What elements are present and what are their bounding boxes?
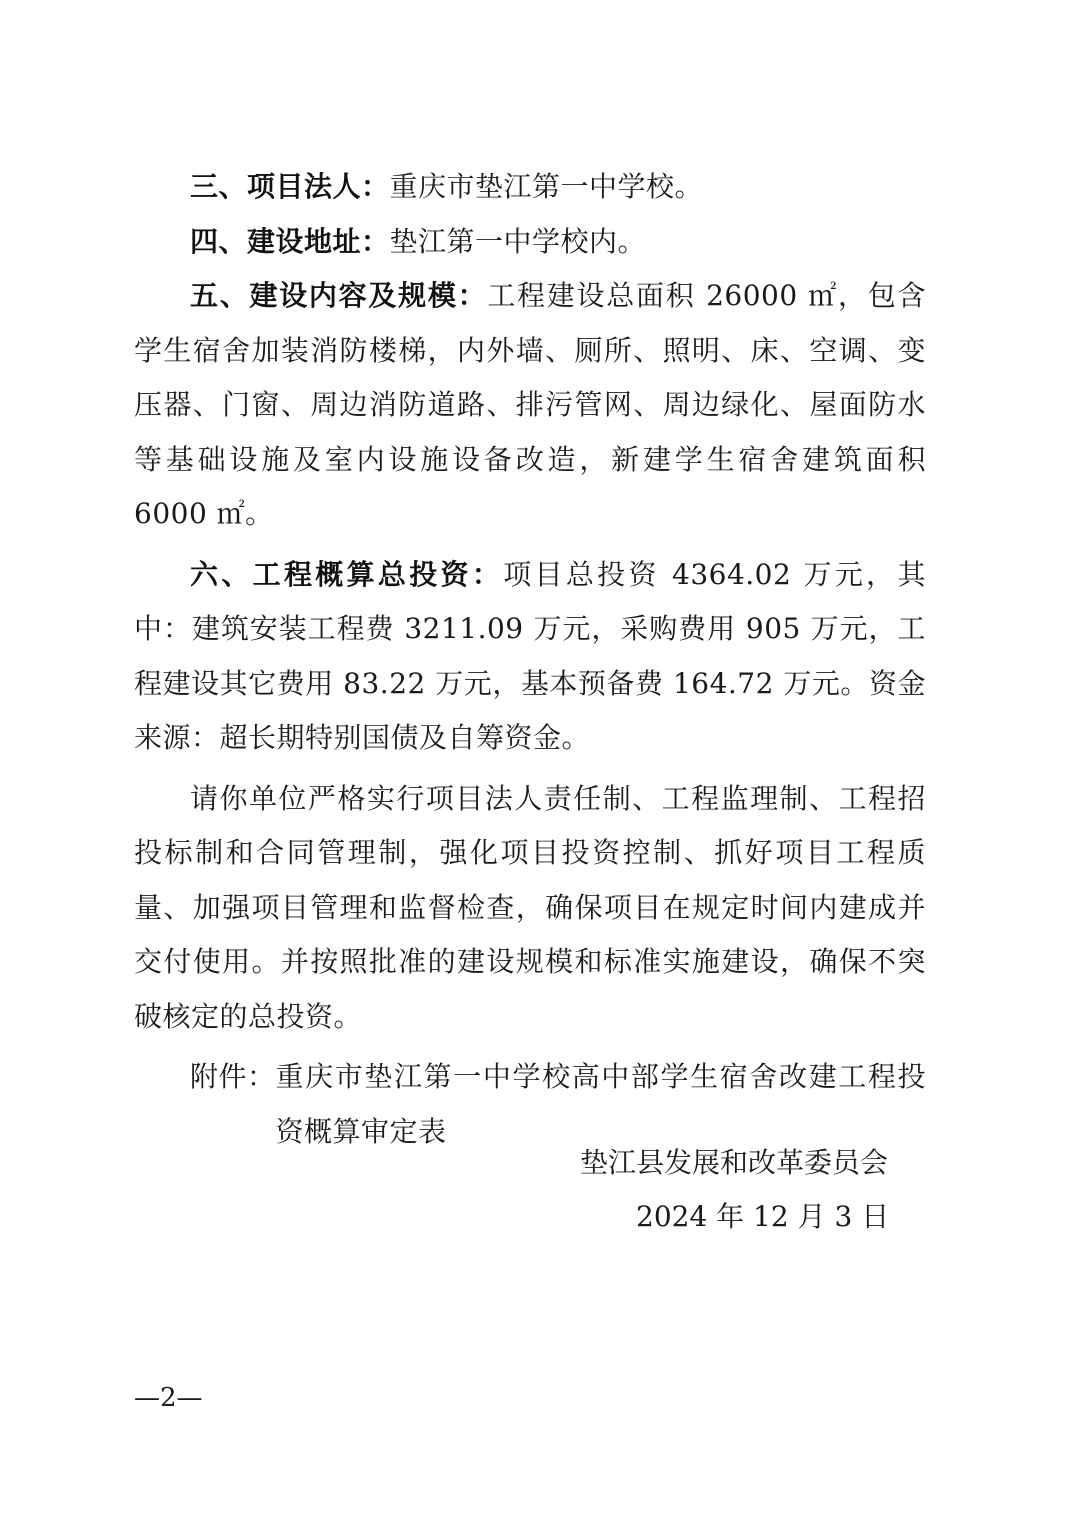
issue-date: 2024 年 12 月 3 日 (636, 1200, 890, 1233)
signature-block (560, 1136, 920, 1244)
attachment-label: 附件： (190, 1060, 276, 1093)
section-heading: 三、项目法人： (190, 170, 390, 203)
section-heading: 四、建设地址： (190, 224, 390, 258)
issuing-organization: 垫江县发展和改革委员会 (580, 1146, 889, 1179)
section-heading: 六、工程概算总投资： (190, 557, 504, 591)
section-text: 工程建设总面积 26000 ㎡，包含学生宿舍加装消防楼梯，内外墙、厕所、照明、床、空调、变压器、门窗、周边消防道路、排污管网、周边绿化、屋面防水等基础设施及室内设施设备改造，新建学生宿舍建筑面积 6000 ㎡。 (134, 279, 926, 530)
document-body (134, 160, 926, 1159)
section-construction-address (134, 215, 926, 270)
section-project-legal-person (134, 160, 926, 215)
section-total-investment (134, 548, 926, 766)
section-text: 重庆市垫江第一中学校。 (389, 170, 704, 203)
section-heading: 五、建设内容及规模： (190, 279, 488, 312)
page-number: —2— (134, 1383, 203, 1413)
section-text: 垫江第一中学校内。 (389, 224, 647, 258)
section-construction-scope (134, 269, 926, 542)
instruction-paragraph: 请你单位严格实行项目法人责任制、工程监理制、工程招投标制和合同管理制，强化项目投资控制、抓好项目工程质量、加强项目管理和监督检查，确保项目在规定时间内建成并交付使用。并按照批准的建设规模和标准实施建设，确保不突破核定的总投资。 (134, 781, 926, 1033)
section-text: 项目总投资 4364.02 万元，其中：建筑安装工程费 3211.09 万元，采购费用 905 万元，工程建设其它费用 83.22 万元，基本预备费 164.72 万元。资金来源：超长期特别国债及自筹资金。 (134, 557, 926, 754)
attachment-title: 重庆市垫江第一中学校高中部学生宿舍改建工程投资概算审定表 (275, 1060, 926, 1148)
